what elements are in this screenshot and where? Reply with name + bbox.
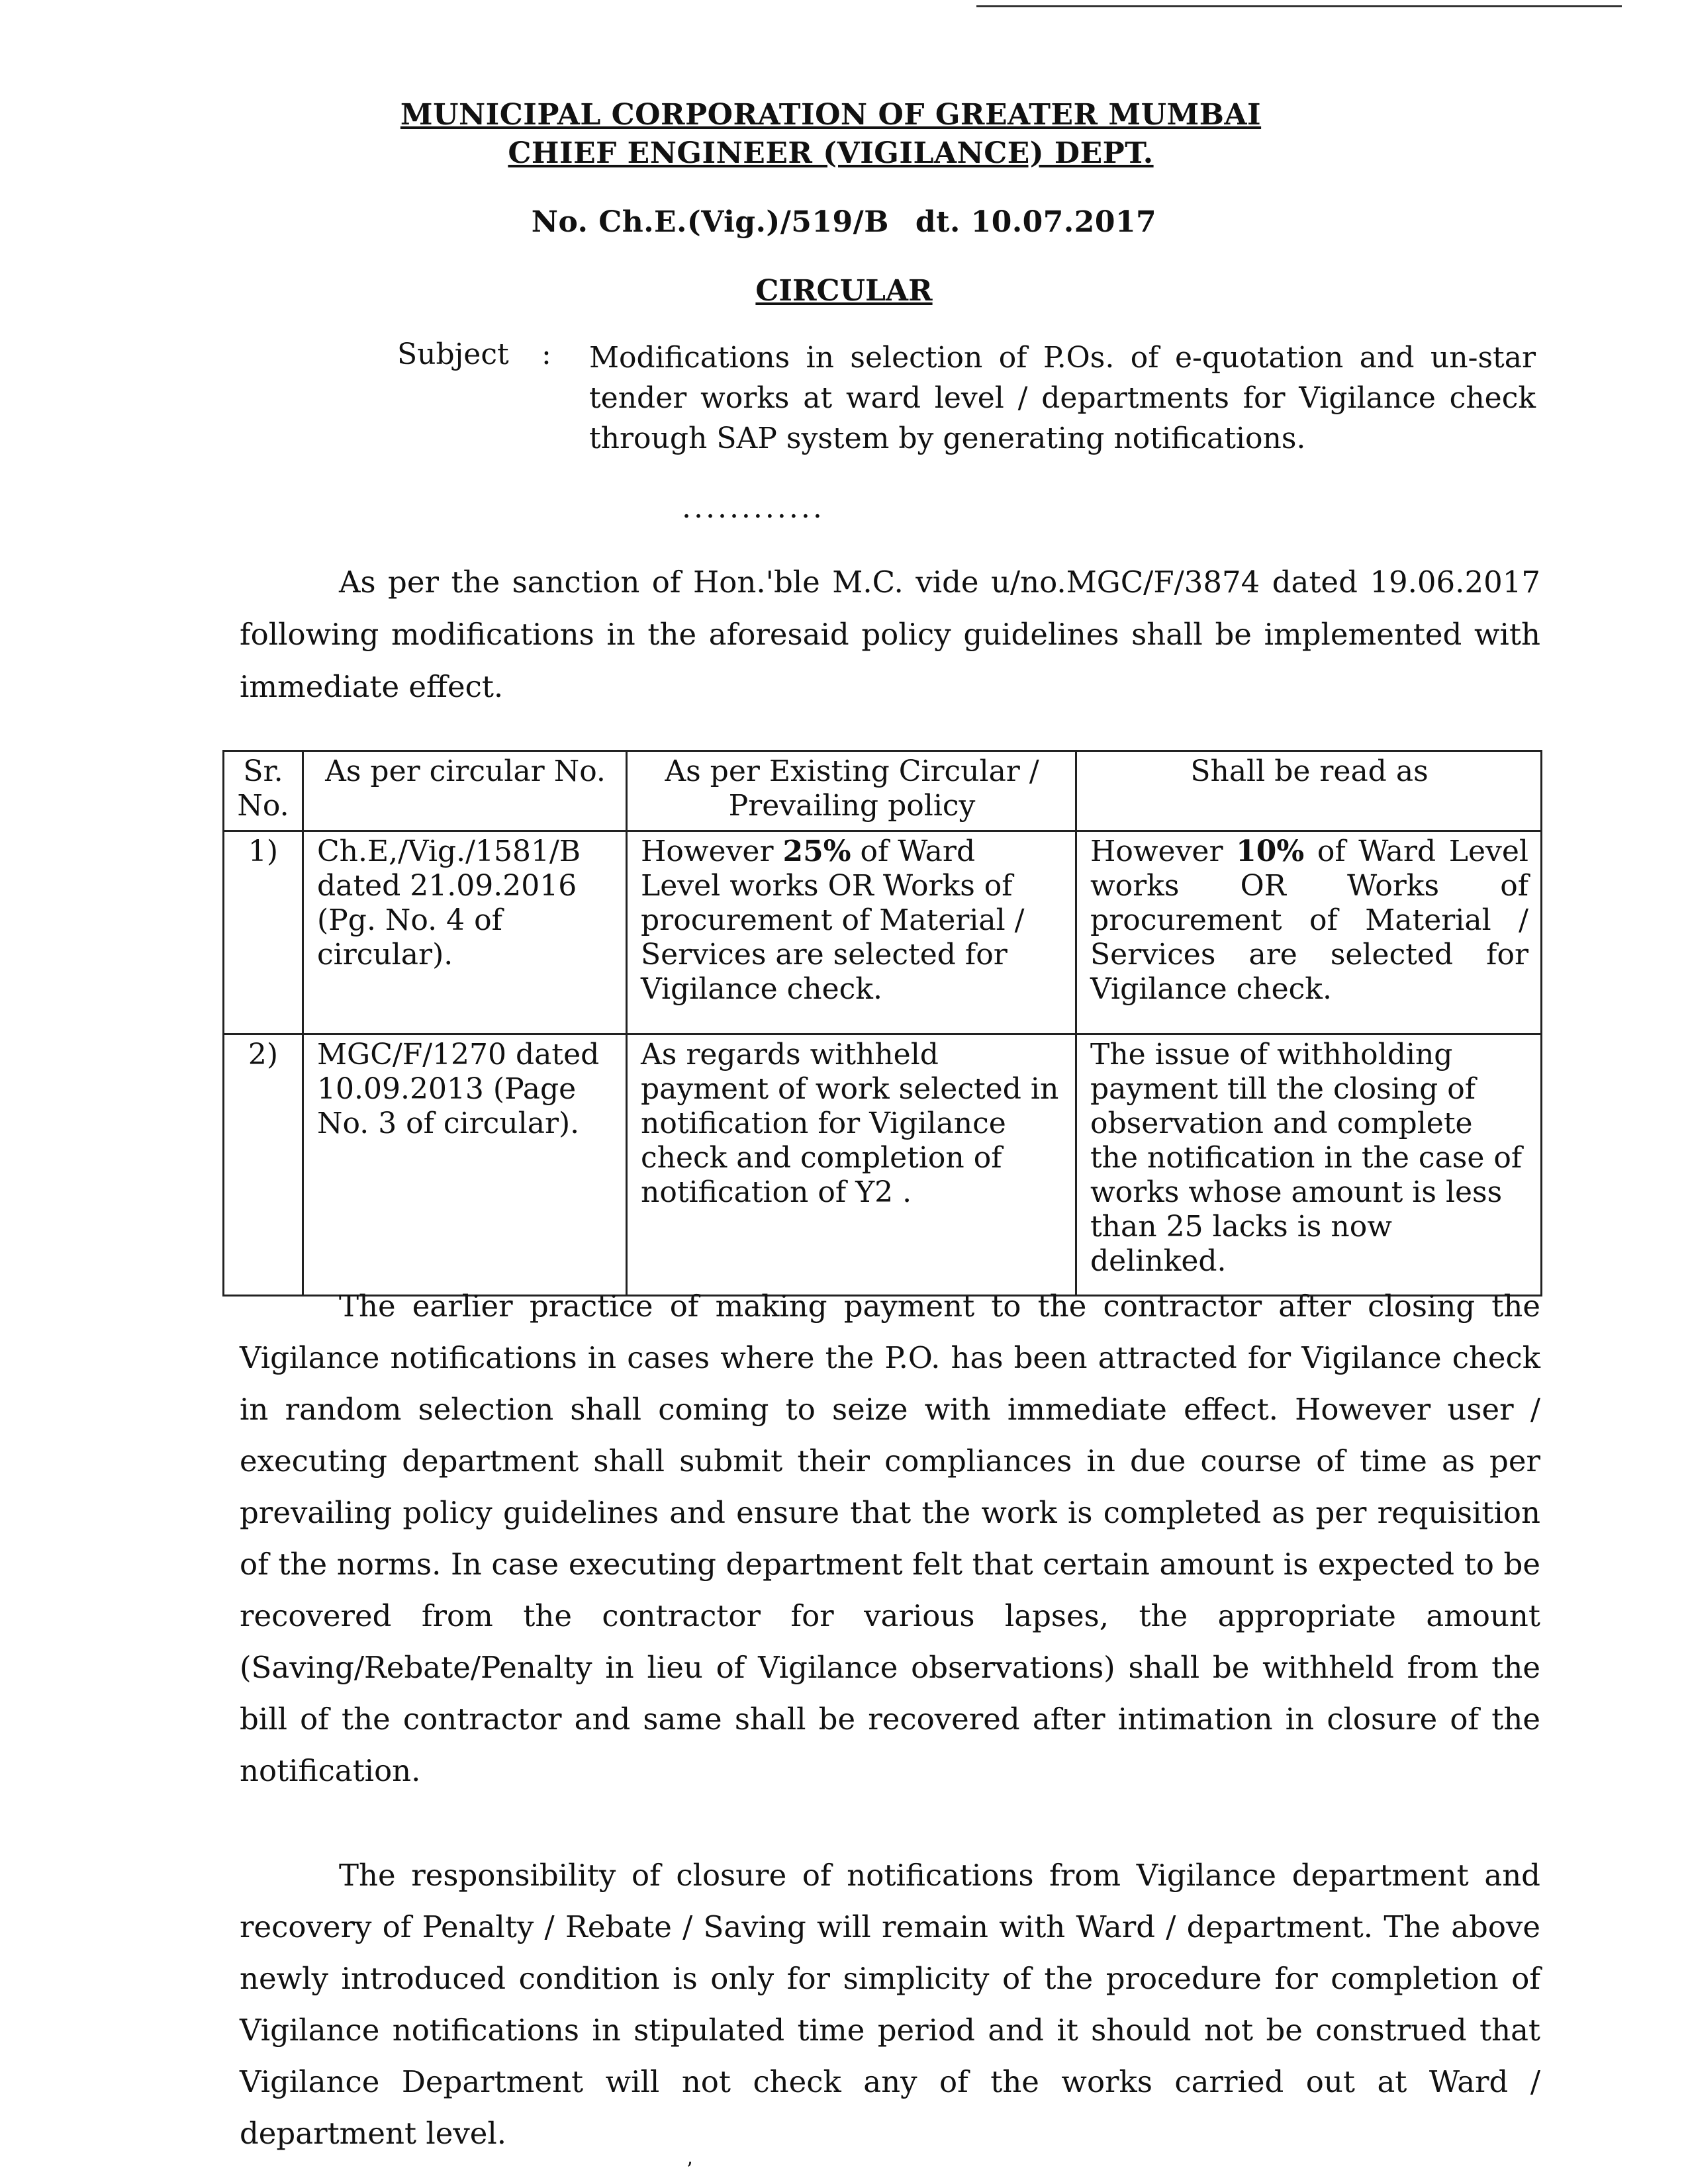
row-circular-no: Ch.E,/Vig./1581/B dated 21.09.2016 (Pg. No. 4 of circular).: [303, 831, 627, 1034]
reference-line: [0, 205, 1688, 239]
row-existing-policy: [627, 831, 1076, 1034]
header-sr-no: Sr. No.: [224, 751, 303, 831]
circular-title: CIRCULAR: [755, 274, 933, 308]
read-percentage: 10%: [1236, 835, 1305, 868]
intro-paragraph: As per the sanction of Hon.'ble M.C. vide u/no.MGC/F/3874 dated 19.06.2017 following modifications in the aforesaid policy guidelines shall be implemented with immediate effect.: [240, 565, 1540, 704]
existing-percentage: 25%: [782, 835, 851, 868]
header-circular-no: As per circular No.: [303, 751, 627, 831]
existing-text-start: However: [641, 835, 783, 868]
read-text-end: of Ward Level works OR Works of procurement of Material / Services are selected for Vigilance check.: [1090, 835, 1528, 1006]
row-existing-policy: As regards withheld payment of work selected in notification for Vigilance check and completion of notification of Y2 .: [627, 1034, 1076, 1296]
header-read-as: Shall be read as: [1076, 751, 1542, 831]
row-circular-no: MGC/F/1270 dated 10.09.2013 (Page No. 3 of circular).: [303, 1034, 627, 1296]
subject-colon: :: [541, 338, 551, 371]
dept-heading: CHIEF ENGINEER (VIGILANCE) DEPT.: [508, 136, 1154, 170]
row-read-as: The issue of withholding payment till the closing of observation and complete the notification in the case of works whose amount is less than 25 lacks is now delinked.: [1076, 1034, 1542, 1296]
subject-label: Subject: [397, 338, 509, 371]
top-rule: [976, 5, 1622, 7]
row-sr-no: 2): [224, 1034, 303, 1296]
body-paragraph-responsibility: The responsibility of closure of notifications from Vigilance department and recovery of Penalty / Rebate / Saving will remain with Ward / department. The above newly introduced condition is only for simplicity of the procedure for completion of Vigilance notifications in stipulated time period and it should not be construed that Vigilance Department will not check any of the works carried out at Ward / department level.: [240, 1858, 1540, 2151]
modifications-table: [222, 750, 1542, 1297]
table-row: [224, 1034, 1542, 1296]
read-text-start: However: [1090, 835, 1237, 868]
org-heading: MUNICIPAL CORPORATION OF GREATER MUMBAI: [400, 98, 1262, 132]
page-mark: ʼ: [686, 2159, 692, 2182]
reference-number: No. Ch.E.(Vig.)/519/B: [531, 205, 889, 239]
table-header-row: [224, 751, 1542, 831]
body-paragraph-payment: The earlier practice of making payment to the contractor after closing the Vigilance notifications in cases where the P.O. has been attracted for Vigilance check in random selection shall coming to seize with immediate effect. However user / executing department shall submit their compliances in due course of time as per prevailing policy guidelines and ensure that the work is completed as per requisition of the norms. In case executing department felt that certain amount is expected to be recovered from the contractor for various lapses, the appropriate amount (Saving/Rebate/Penalty in lieu of Vigilance observations) shall be withheld from the bill of the contractor and same shall be recovered after intimation in closure of the notification.: [240, 1289, 1540, 1788]
existing-text-end: of Ward Level works OR Works of procurement of Material / Services are selected for Vigilance check.: [641, 835, 1025, 1006]
row-read-as: [1076, 831, 1542, 1034]
reference-date: dt. 10.07.2017: [915, 205, 1157, 239]
subject-text: Modifications in selection of P.Os. of e-quotation and un-star tender works at ward level / departments for Vigilance check through SAP system by generating notifications.: [589, 341, 1536, 455]
table-row: [224, 831, 1542, 1034]
header-existing-policy: As per Existing Circular / Prevailing policy: [627, 751, 1076, 831]
separator-dots: ............: [682, 491, 825, 525]
row-sr-no: 1): [224, 831, 303, 1034]
